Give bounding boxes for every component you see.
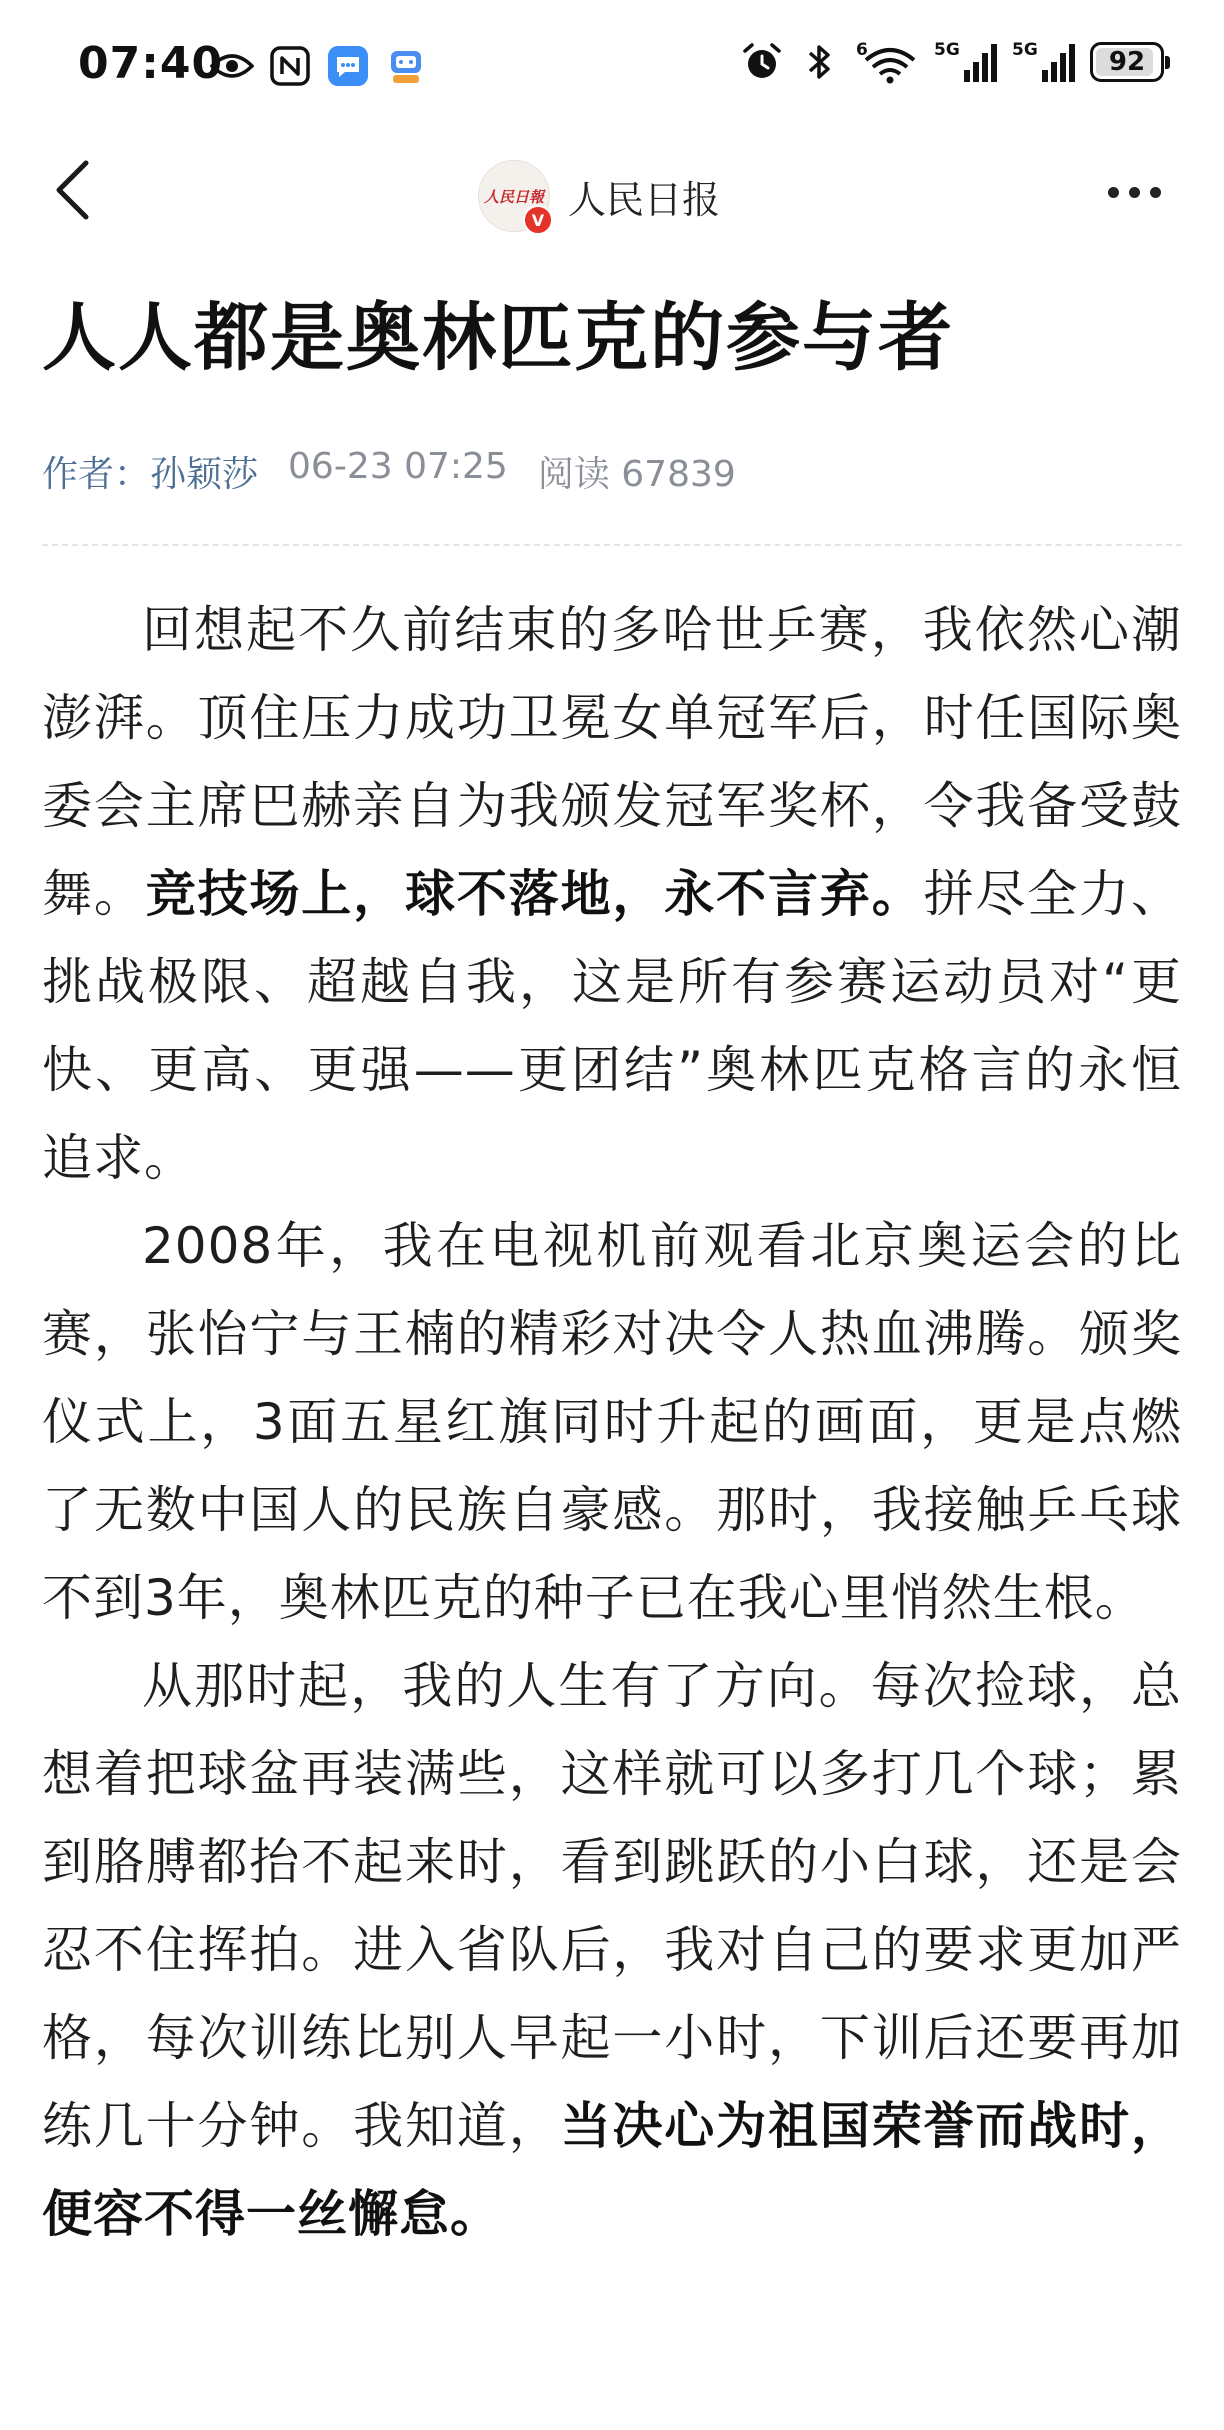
account-name[interactable]: 人民日报 [568, 177, 721, 222]
account-avatar[interactable] [478, 160, 550, 232]
paragraph: 从那时起，我的人生有了方向。每次捡球，总想着把球盆再装满些，这样就可以多打几个球；累到胳膊都抬不起来时，看到跳跃的小白球，还是会忍不住挥拍。进入省队后，我对自己的要求更加严格，每次训练比别人早起一小时，下训后还要再加练几十分钟。我知道，当决心为祖国荣誉而战时，便容不得一丝懈怠。 [42, 1657, 1183, 2243]
signal-5g-icon: 5G [1012, 40, 1076, 84]
status-time: 07:40 [78, 38, 224, 89]
article-body [42, 586, 1182, 2258]
author-label: 作者： [42, 454, 151, 495]
back-button[interactable] [40, 160, 104, 224]
paragraph: 回想起不久前结束的多哈世乒赛，我依然心潮澎湃。顶住压力成功卫冕女单冠军后，时任国际奥委会主席巴赫亲自为我颁发冠军奖杯，令我备受鼓舞。竞技场上，球不落地，永不言弃。拼尽全力、挑战极限、超越自我，这是所有参赛运动员对“更快、更高、更强——更团结”奥林匹克格言的永恒追求。 [42, 601, 1183, 1187]
status-right-icons [740, 40, 1164, 84]
chevron-left-icon [52, 159, 92, 225]
app-icon [384, 44, 428, 88]
account-header[interactable] [478, 160, 720, 232]
more-button[interactable] [1094, 172, 1174, 212]
bold-text: 竞技场上，球不落地，永不言弃。 [145, 865, 924, 923]
signal-5g-icon: 5G [934, 40, 998, 84]
battery-indicator: 92 [1090, 42, 1164, 82]
avatar-logo-text: 人民日報 [483, 187, 544, 206]
article-meta [42, 446, 736, 497]
author-name[interactable]: 孙颖莎 [150, 454, 259, 495]
nfc-icon [268, 44, 312, 88]
more-icon [1150, 187, 1161, 198]
divider [42, 544, 1182, 546]
bluetooth-icon [798, 40, 842, 84]
more-icon [1129, 187, 1140, 198]
alarm-icon [740, 40, 784, 84]
more-icon [1108, 187, 1119, 198]
article-title: 人人都是奥林匹克的参与者 [42, 295, 954, 381]
status-bar [0, 0, 1224, 140]
paragraph: 2008年，我在电视机前观看北京奥运会的比赛，张怡宁与王楠的精彩对决令人热血沸腾。颁奖仪式上，3面五星红旗同时升起的画面，更是点燃了无数中国人的民族自豪感。那时，我接触乒乓球不到3年，奥林匹克的种子已在我心里悄然生根。 [42, 1217, 1182, 1627]
eye-icon [210, 44, 254, 88]
read-count: 阅读 67839 [537, 454, 736, 495]
message-icon [326, 44, 370, 88]
wifi-icon: 6 [856, 40, 920, 84]
bold-text: 当决心为祖国荣誉而战时，便容不得一丝懈怠。 [42, 2097, 1183, 2243]
verified-badge: V [523, 205, 553, 235]
status-left-icons [210, 44, 428, 88]
publish-date: 06-23 07:25 [288, 446, 508, 487]
